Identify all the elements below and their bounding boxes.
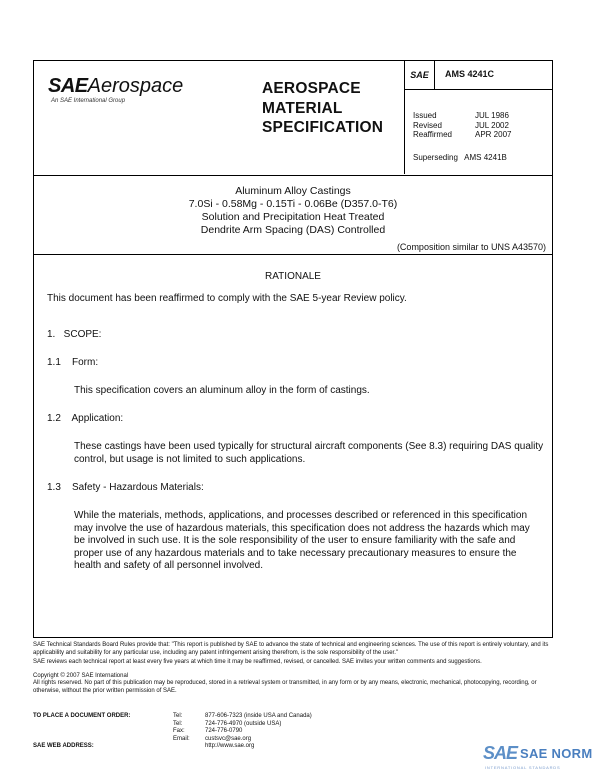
date-value: JUL 2002 [475,120,509,130]
contact-key: Tel: [173,713,183,719]
form-heading: 1.1 Form: [47,357,99,368]
contact-email-link[interactable]: custsvc@sae.org [205,735,252,742]
sae-norm-watermark [483,743,598,773]
contact-key: Fax: [173,728,185,735]
form-text: This specification covers an aluminum alloy in the form of castings. [74,385,370,396]
order-label: TO PLACE A DOCUMENT ORDER: [33,713,131,719]
sae-aerospace-logo [48,75,248,125]
footer-disclaimer: SAE Technical Standards Board Rules provide that: "This report is published by SAE to advance the state of technical and engineering sciences. The use of this report is entirely voluntary, and its applicability and suitability for any particular use, including any patent infringement arising therefrom, is the sole responsibility of the user." [33,642,549,656]
brand-subtitle: INTERNATIONAL STANDARDS [485,765,561,770]
logo-subtitle: An SAE International Group [51,98,126,104]
contact-key: Email: [173,735,190,742]
web-address-link[interactable]: http://www.sae.org [205,743,255,750]
application-text: These castings have been used typically for structural aircraft components (See 8.3) requiring DAS quality control, but usage is not limited to such applications. [74,441,544,465]
superseding-value: AMS 4241B [464,153,507,162]
logo-aerospace-text: Aerospace [87,75,184,97]
footer-rights: All rights reserved. No part of this publication may be reproduced, stored in a retrieval system or transmitted, in any form or by any means, electronic, mechanical, photocopying, recording, or otherwise, without the prior written permission of SAE. [33,680,537,694]
superseding-label: Superseding [413,153,458,162]
web-address-label: SAE WEB ADDRESS: [33,743,94,750]
subject-line-1: Aluminum Alloy Castings [235,185,351,197]
safety-text: While the materials, methods, applications, and processes described or referenced in this specification may involve the use of hazardous materials, this specification does not address the hazards which may be involved in such use. It is the sole responsibility of the user to ensure familiarity with the safe and proper use of any hazardous materials and to take necessary precautionary measures to ensure the health and safety of all personnel involved. [74,510,530,571]
ams-number-row [405,61,553,90]
small-sae-logo: SAE [405,61,435,89]
date-value: JUL 1986 [475,111,509,120]
composition-note: (Composition similar to UNS A43570) [396,242,546,252]
logo-sae-text: SAE [48,75,88,97]
contact-value: 724-776-0790 [205,728,243,735]
brand-text: SAE NORM [520,746,593,761]
contact-value: 724-776-4970 (outside USA) [205,720,282,727]
header-block [34,61,552,176]
superseding-row [413,153,507,162]
scope-heading: 1. SCOPE: [47,329,102,340]
date-label: Issued [413,111,437,120]
contact-value: 877-606-7323 (inside USA and Canada) [205,713,312,719]
rationale-heading: RATIONALE [265,271,321,282]
subject-line-4: Dendrite Arm Spacing (DAS) Controlled [200,224,386,236]
spec-info-column [404,61,553,174]
date-value: APR 2007 [475,130,512,139]
application-heading: 1.2 Application: [47,413,124,424]
date-label: Reaffirmed [413,130,452,139]
subject-line-2: 7.0Si - 0.58Mg - 0.15Ti - 0.06Be (D357.0-T6) [188,198,398,210]
footer-review-note: SAE reviews each technical report at least every five years at which time it may be reaffirmed, revised, or cancelled. SAE invites your written comments and suggestions. [33,659,482,665]
title-line-2: MATERIAL [262,99,343,117]
safety-heading: 1.3 Safety - Hazardous Materials: [47,482,204,493]
subject-line-3: Solution and Precipitation Heat Treated [201,211,385,223]
date-label: Revised [413,120,442,130]
title-line-3: SPECIFICATION [262,119,384,136]
footer-copyright: Copyright © 2007 SAE International [33,672,129,679]
document-frame [33,60,553,638]
legal-footer [33,642,553,695]
title-line-1: AEROSPACE [262,80,361,97]
contact-key: Tel: [173,720,183,727]
brand-mark: SAE [483,743,518,763]
document-type-title [262,79,412,138]
subject-block [34,176,552,255]
rationale-text: This document has been reaffirmed to comply with the SAE 5-year Review policy. [47,293,407,304]
ams-number: AMS 4241C [445,69,495,79]
